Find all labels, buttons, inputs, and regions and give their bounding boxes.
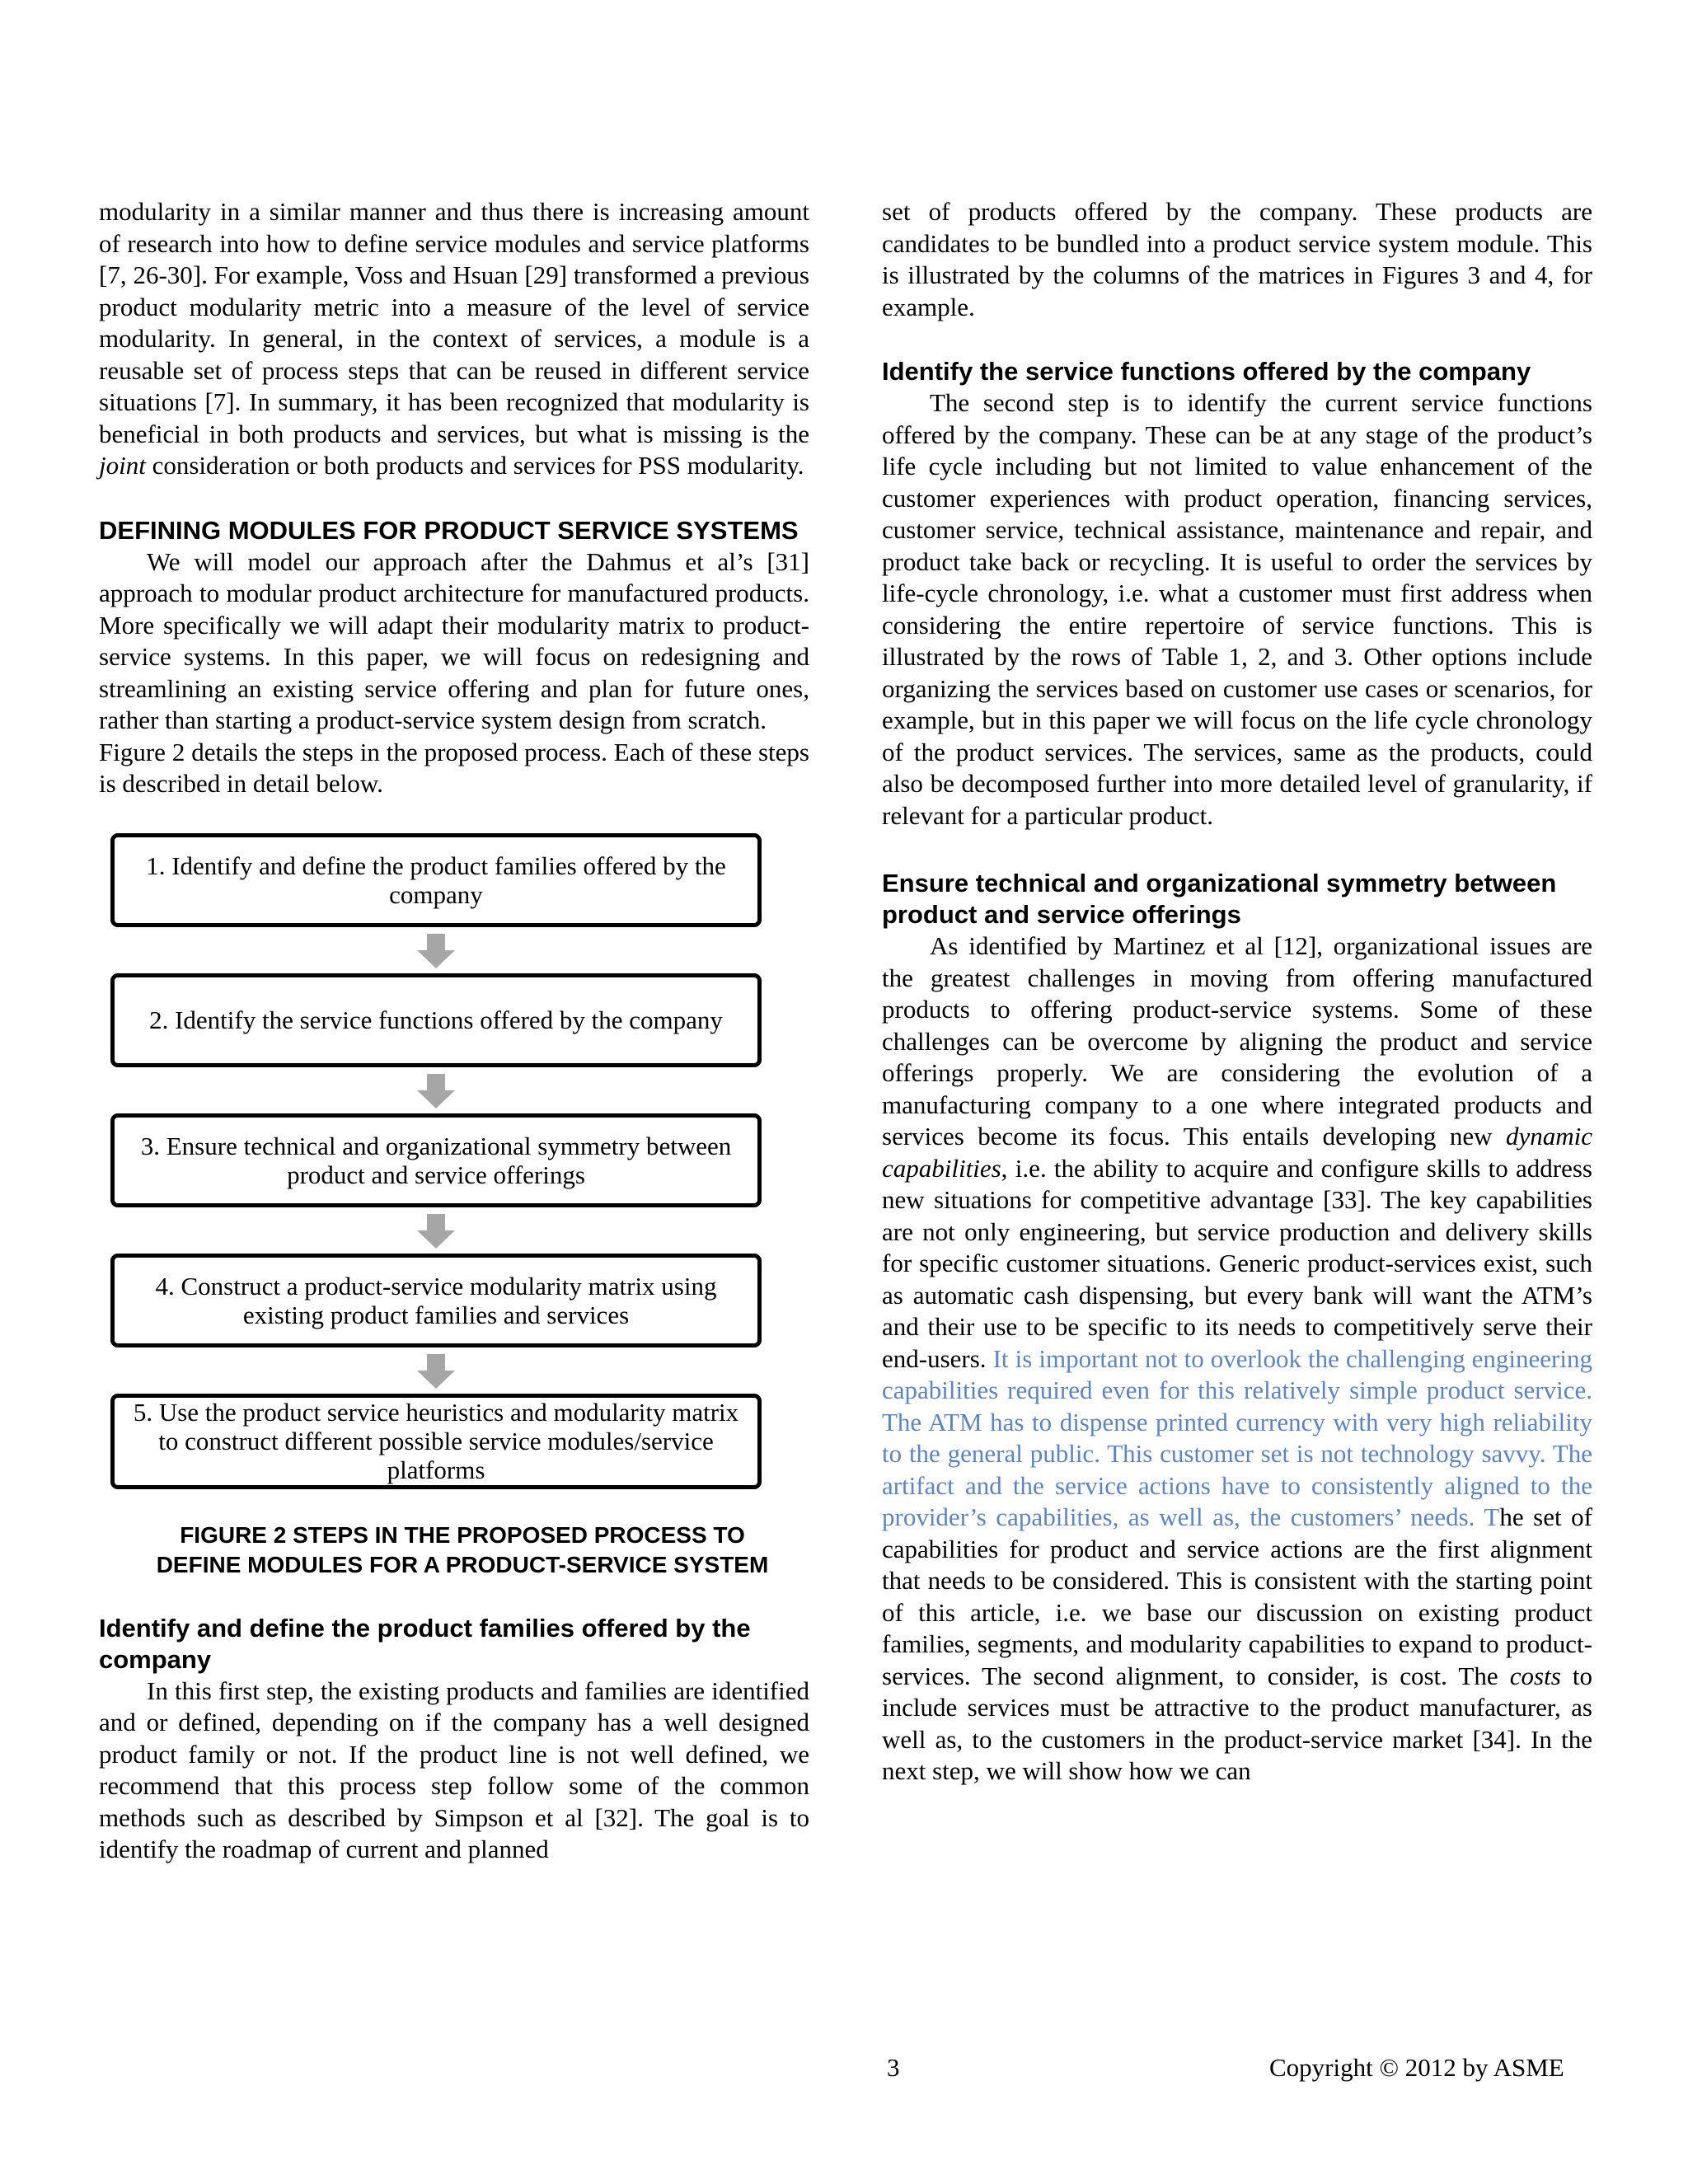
flowchart-step-3: 3. Ensure technical and organizational symmetry between product and service offerings [110, 1113, 762, 1207]
page-number: 3 [887, 2053, 900, 2082]
paragraph: We will model our approach after the Dahmus et al’s [31] approach to modular product architecture for manufactured products. More specifically we will adapt their modularity matrix to product-service systems. In this paper, we will focus on redesigning and streamlining an existing service offering and plan for future ones, rather than starting a product-service system design from scratch. [99, 546, 809, 734]
down-arrow-icon [110, 1067, 762, 1113]
left-column [99, 196, 809, 1866]
paragraph: set of products offered by the company. These products are candidates to be bundled into a product service system module. This is illustrated by the columns of the matrices in Figures 3 and 4, for example. [882, 197, 1592, 321]
process-flowchart [110, 833, 762, 1489]
paragraph: The second step is to identify the current service functions offered by the company. These can be at any stage of the product’s life cycle including but not limited to value enhancement of the customer experiences with product operation, financing services, customer service, technical assistance, maintenance and repair, and product take back or recycling. It is useful to order the services by life-cycle chronology, i.e. what a customer must first address when considering the entire repertoire of service functions. This is illustrated by the rows of Table 1, 2, and 3. Other options include organizing the services based on customer use cases or scenarios, for example, but in this paper we will focus on the life cycle chronology of the product services. The services, same as the products, could also be decomposed further into more detailed level of granularity, if relevant for a particular product. [882, 388, 1592, 830]
paragraph: In this first step, the existing products and families are identified and or defined, depending on if the company has a well designed product family or not. If the product line is not well defined, we recommend that this process step follow some of the common methods such as described by Simpson et al [32]. The goal is to identify the roadmap of current and planned [99, 1675, 809, 1863]
flowchart-step-2: 2. Identify the service functions offered by the company [110, 973, 762, 1067]
copyright-notice: Copyright © 2012 by ASME [1269, 2053, 1564, 2082]
right-column [882, 196, 1592, 1788]
paragraph: modularity in a similar manner and thus there is increasing amount of research into how to define service modules and service platforms [7, 26-30]. For example, Voss and Hsuan [29] transformed a previous product modularity metric into a measure of the level of service modularity. In general, in the context of services, a module is a reusable set of process steps that can be reused in different service situations [7]. In summary, it has been recognized that modularity is beneficial in both products and services, but what is missing is the joint consideration or both products and services for PSS modularity. [99, 197, 809, 480]
down-arrow-icon [110, 1347, 762, 1394]
down-arrow-icon [110, 927, 762, 973]
paragraph: As identified by Martinez et al [12], organizational issues are the greatest challenges in moving from offering manufactured products to offering product-service systems. Some of these challenges can be overcome by aligning the product and service offerings properly. We are considering the evolution of a manufacturing company to a one where integrated products and services become its focus. This entails developing new dynamic capabilities, i.e. the ability to acquire and configure skills to address new situations for competitive advantage [33]. The key capabilities are not only engineering, but service production and delivery skills for specific customer situations. Generic product-services exist, such as automatic cash dispensing, but every bank will want the ATM’s and their use to be specific to its needs to competitively serve their end-users. It is important not to overlook the challenging engineering capabilities required even for this relatively simple product service. The ATM has to dispense printed currency with very high reliability to the general public. This customer set is not technology savvy. The artifact and the service actions have to consistently aligned to the provider’s capabilities, as well as, the customers’ needs. The set of capabilities for product and service actions are the first alignment that needs to be considered. This is consistent with the starting point of this article, i.e. we base our discussion on existing product families, segments, and modularity capabilities to expand to product-services. The second alignment, to consider, is cost. The costs to include services must be attractive to the product manufacturer, as well as, to the customers in the product-service market [34]. In the next step, we will show how we can [882, 931, 1592, 1785]
flowchart-step-5: 5. Use the product service heuristics and modularity matrix to construct different possible service modules/service platforms [110, 1394, 762, 1489]
highlighted-text: It is important not to overlook the challenging engineering capabilities required even for this relatively simple product service. The ATM has to dispense printed currency with very high reliability to the general public. This customer set is not technology savvy. The artifact and the service actions have to consistently aligned to the provider’s capabilities, as well as, the customers’ needs. T [882, 1343, 1592, 1531]
subsection-heading: Ensure technical and organizational symmetry between product and service offerings [882, 869, 1557, 929]
paragraph: Figure 2 details the steps in the proposed process. Each of these steps is described in detail below. [99, 737, 809, 798]
section-heading: DEFINING MODULES FOR PRODUCT SERVICE SYSTEMS [99, 515, 799, 545]
flowchart-step-4: 4. Construct a product-service modularity matrix using existing product families and services [110, 1254, 762, 1347]
subsection-heading: Identify and define the product families offered by the company [99, 1613, 751, 1674]
figure-caption: FIGURE 2 STEPS IN THE PROPOSED PROCESS TO DEFINE MODULES FOR A PRODUCT-SERVICE SYSTEM [156, 1521, 769, 1577]
down-arrow-icon [110, 1207, 762, 1254]
subsection-heading: Identify the service functions offered by the company [882, 357, 1531, 386]
flowchart-step-1: 1. Identify and define the product families offered by the company [110, 833, 762, 927]
